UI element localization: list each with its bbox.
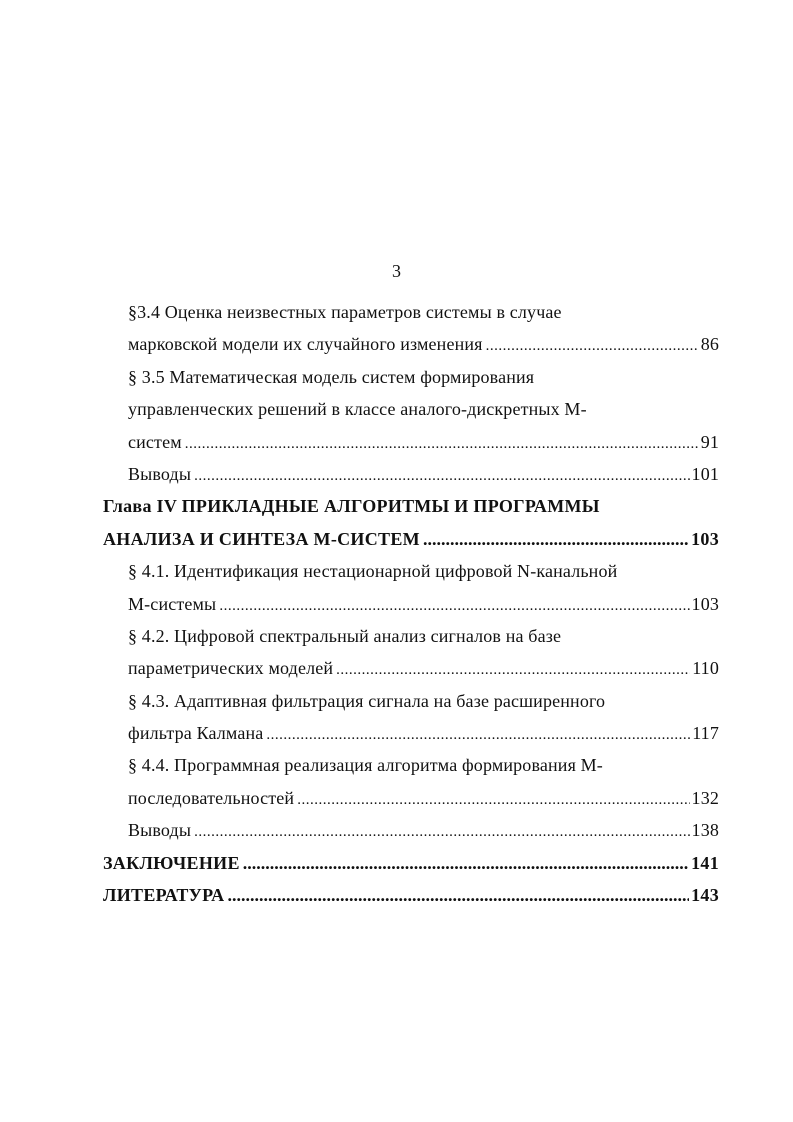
- toc-entry-title: марковской модели их случайного изменения: [128, 334, 483, 355]
- dot-leader: [336, 654, 690, 686]
- toc-entry-title: Выводы: [128, 820, 192, 841]
- toc-section-entry: [103, 620, 719, 685]
- toc-page-number: 103: [691, 528, 719, 549]
- toc-line: [103, 879, 719, 911]
- dot-leader: [243, 847, 689, 879]
- dot-leader: [194, 460, 689, 492]
- toc-line: [103, 458, 719, 490]
- toc-entry-title: § 4.2. Цифровой спектральный анализ сигналов на базе: [128, 625, 562, 646]
- toc-line: [103, 847, 719, 879]
- toc-entry-title: последовательностей: [128, 787, 295, 808]
- toc-entry-title: фильтра Калмана: [128, 723, 264, 744]
- toc-entry-title: §3.4 Оценка неизвестных параметров системы в случае: [128, 302, 562, 322]
- dot-leader: [486, 330, 699, 362]
- toc-entry-title: § 4.4. Программная реализация алгоритма формирования М-: [128, 755, 603, 776]
- toc-line: [103, 814, 719, 846]
- toc-line: [103, 426, 719, 458]
- toc-page-number: 132: [691, 787, 719, 808]
- toc-line: [103, 652, 719, 684]
- dot-leader: [194, 816, 689, 848]
- dot-leader: [185, 428, 699, 460]
- toc-entry-title: § 4.1. Идентификация нестационарной цифровой N-канальной: [128, 561, 618, 582]
- toc-entry-title: Глава IV ПРИКЛАДНЫЕ АЛГОРИТМЫ И ПРОГРАММЫ: [103, 496, 600, 517]
- toc-chapter-entry: [103, 847, 719, 879]
- toc-page-number: 101: [691, 463, 719, 484]
- toc-entry-title: М-системы: [128, 593, 217, 614]
- toc-entry-title: ЗАКЛЮЧЕНИЕ: [103, 852, 240, 873]
- toc-entry-title: ЛИТЕРАТУРА: [103, 885, 225, 906]
- toc-page-number: 117: [692, 723, 719, 744]
- toc-entry-title: Выводы: [128, 463, 192, 484]
- toc-page-number: 86: [700, 334, 719, 355]
- toc-page-number: 143: [691, 885, 719, 906]
- toc-chapter-entry: [103, 490, 719, 555]
- page-number: 3: [392, 261, 401, 281]
- toc-entry-title: § 3.5 Математическая модель систем формирования: [128, 366, 535, 387]
- toc-entry-title: АНАЛИЗА И СИНТЕЗА М-СИСТЕМ: [103, 528, 420, 549]
- toc-line: [103, 588, 719, 620]
- toc-section-entry: [103, 555, 719, 620]
- dot-leader: [297, 784, 689, 816]
- toc-page-number: 103: [691, 593, 719, 614]
- toc-entry-title: систем: [128, 431, 182, 452]
- dot-leader: [227, 879, 689, 911]
- toc-line: [103, 717, 719, 749]
- toc-entry-title: § 4.3. Адаптивная фильтрация сигнала на базе расширенного: [128, 690, 606, 711]
- toc-section-entry: [103, 685, 719, 750]
- toc-section-entry: [103, 458, 719, 490]
- toc-section-entry: [103, 296, 719, 361]
- toc-section-entry: [103, 749, 719, 814]
- toc-line: [103, 523, 719, 555]
- toc-page-number: 141: [691, 852, 719, 873]
- table-of-contents: [103, 296, 719, 911]
- toc-line: [103, 782, 719, 814]
- dot-leader: [219, 590, 689, 622]
- dot-leader: [266, 719, 690, 751]
- toc-section-entry: [103, 361, 719, 458]
- toc-page-number: 110: [692, 658, 719, 679]
- toc-entry-title: параметрических моделей: [128, 658, 334, 679]
- toc-section-entry: [103, 814, 719, 846]
- toc-line: [103, 328, 719, 360]
- toc-chapter-entry: [103, 879, 719, 911]
- dot-leader: [423, 523, 689, 555]
- toc-page-number: 138: [691, 820, 719, 841]
- toc-page-number: 91: [700, 431, 719, 452]
- toc-entry-title: управленческих решений в классе аналого-дискретных М-: [128, 399, 587, 420]
